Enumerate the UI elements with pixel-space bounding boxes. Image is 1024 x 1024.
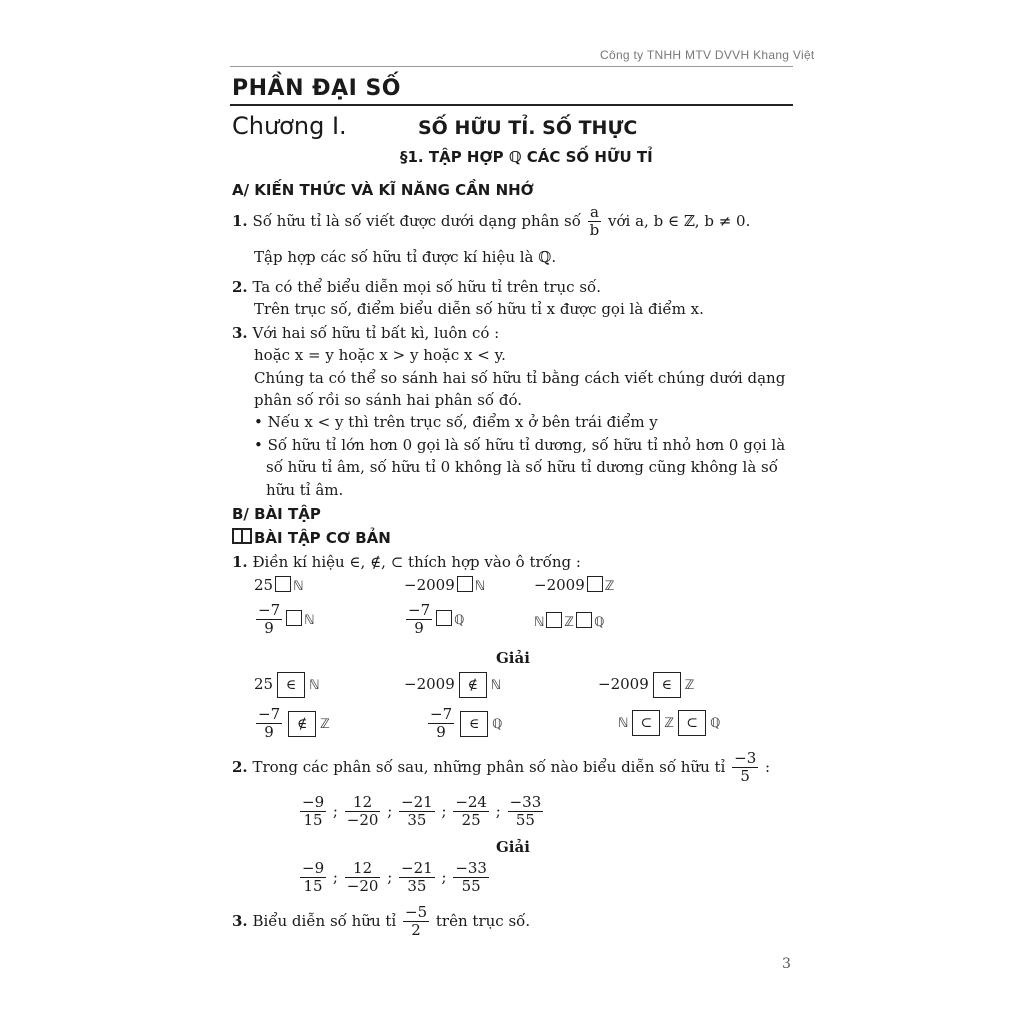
set-symbol: ℕ [293,579,304,594]
fraction-denominator: 55 [515,811,535,830]
set-symbol: ℕ [490,678,502,693]
fraction-numerator: −9 [302,793,325,811]
ex1-q-25-N [254,576,304,594]
fraction-denominator: 15 [303,811,323,830]
page-number: 3 [782,956,791,972]
number: −2009 [598,675,649,693]
bullet-icon: • [254,436,263,454]
set-symbol: ℤ [664,716,675,731]
number: 25 [254,675,274,693]
knowledge-item-1 [232,204,750,240]
set-symbol: ℕ [304,612,315,628]
bullet-2 [254,436,785,454]
publisher-header: Công ty TNHH MTV DVVH Khang Việt [600,48,815,62]
blank-box [286,610,302,626]
fraction [399,860,435,896]
fraction-denominator: 5 [740,767,750,786]
subheading-text: BÀI TẬP CƠ BẢN [254,529,391,547]
fraction [406,602,432,638]
answer-box: ∈ [277,672,305,698]
item-text: Ta có thể biểu diễn mọi số hữu tỉ trên trục số. [252,278,601,296]
fraction-denominator: 55 [461,877,481,896]
exercise-2-question [232,750,770,786]
item-number: 2. [232,278,248,296]
blank-box [457,576,473,592]
ex2-answer-list [298,860,491,896]
item-text: Số hữu tỉ là số viết được dưới dạng phân số [252,211,581,230]
item-text: Với hai số hữu tỉ bất kì, luôn có : [252,324,500,342]
separator: ; [387,867,393,886]
ex1-a-25-N [254,672,320,698]
knowledge-heading: A/ KIẾN THỨC VÀ KĨ NĂNG CẦN NHỚ [232,181,534,199]
number: −2009 [404,675,455,693]
chapter-title: SỐ HỮU TỈ. SỐ THỰC [418,117,638,139]
exercise-text: Biểu diễn số hữu tỉ [252,911,397,930]
fraction [732,750,758,786]
separator: ; [332,867,338,886]
fraction-numerator: 12 [345,860,381,878]
item-number: 1. [232,211,248,230]
ex1-q-N-Z-Q [534,612,604,630]
bullet-2-line-3: hữu tỉ âm. [266,481,344,499]
set-symbol: ℚ [710,716,721,731]
set-symbol: ℕ [309,678,320,693]
set-symbol: ℤ [564,615,575,630]
knowledge-item-2-line-2: Trên trục số, điểm biểu diễn số hữu tỉ x được gọi là điểm x. [254,300,704,318]
bullet-icon: • [254,413,263,431]
ex1-q-m2009-N [404,576,485,594]
answer-box: ⊂ [678,710,706,736]
separator: ; [441,867,447,886]
ex2-fraction-list [298,794,545,830]
fraction-denominator: b [589,221,600,240]
set-symbol: ℤ [604,579,615,594]
part-title-rule [230,104,793,106]
ex1-q-m2009-Z [534,576,614,594]
fraction-numerator: −7 [258,601,281,619]
fraction-numerator: −21 [401,793,433,811]
fraction-numerator: −24 [455,793,487,811]
header-rule [230,66,793,67]
blank-box [576,612,592,628]
separator: ; [441,801,447,820]
ex1-a-m2009-N [404,672,501,698]
fraction-numerator: −3 [734,749,757,767]
fraction-numerator: −9 [302,859,325,877]
fraction [256,602,282,638]
ex1-q-frac-N [254,602,315,638]
fraction-numerator: a [588,204,602,222]
fraction-denominator: 9 [414,619,424,638]
ex1-a-m2009-Z [598,672,694,698]
set-symbol: ℚ [594,615,605,630]
fraction-numerator: −7 [408,601,431,619]
number: −2009 [404,576,455,594]
fraction-denominator: 2 [411,921,421,940]
bullet-2-line-2: số hữu tỉ âm, số hữu tỉ 0 không là số hữu tỉ dương cũng không là số [266,458,778,476]
fraction-denominator: 35 [407,877,427,896]
knowledge-item-2 [232,278,601,296]
fraction [399,794,435,830]
bullet-text: Số hữu tỉ lớn hơn 0 gọi là số hữu tỉ dương, số hữu tỉ nhỏ hơn 0 gọi là [267,436,786,454]
exercise-number: 2. [232,757,248,776]
ex2-solution-label: Giải [496,838,530,856]
fraction-denominator: 9 [436,723,446,742]
answer-box: ∈ [653,672,681,698]
fraction [453,860,489,896]
bullet-1 [254,413,658,431]
fraction [345,860,381,896]
ex1-a-frac-Q [426,706,502,742]
fraction-denominator: 35 [407,811,427,830]
ex1-a-N-Z-Q [618,710,720,736]
fraction [588,204,602,240]
blank-box [275,576,291,592]
fraction [508,794,544,830]
exercise-1-question [232,553,581,571]
separator: ; [332,801,338,820]
knowledge-item-1-line-2: Tập hợp các số hữu tỉ được kí hiệu là ℚ. [254,248,557,266]
set-symbol: ℕ [618,716,629,731]
fraction-denominator: 9 [264,619,274,638]
set-symbol: ℕ [474,579,486,594]
exercise-number: 3. [232,911,248,930]
exercise-text-end: trên trục số. [435,911,531,930]
fraction [300,794,326,830]
exercise-3-question [232,904,530,940]
ex1-a-frac-Z [254,706,330,742]
set-symbol: ℚ [454,612,465,628]
set-symbol: ℤ [320,716,330,732]
fraction [300,860,326,896]
fraction-denominator: −20 [346,877,379,896]
exercise-number: 1. [232,553,248,571]
fraction-numerator: −21 [401,859,433,877]
fraction [256,706,282,742]
blank-box [587,576,603,592]
ex1-q-frac-Q [404,602,464,638]
fraction-denominator: 15 [303,877,323,896]
knowledge-item-3-line-4: phân số rồi so sánh hai phân số đó. [254,391,523,409]
set-symbol: ℚ [492,716,503,732]
set-symbol: ℕ [534,615,545,630]
book-icon [232,528,252,544]
answer-box: ∉ [288,711,316,737]
exercise-text: Trong các phân số sau, những phân số nào biểu diễn số hữu tỉ [252,757,726,776]
number: 25 [254,576,274,594]
fraction [403,904,429,940]
knowledge-item-3 [232,324,499,342]
answer-box: ∈ [460,711,488,737]
bullet-text: Nếu x < y thì trên trục số, điểm x ở bên trái điểm y [267,413,658,431]
fraction-numerator: −7 [258,705,281,723]
item-number: 3. [232,324,248,342]
knowledge-item-3-line-3: Chúng ta có thể so sánh hai số hữu tỉ bằng cách viết chúng dưới dạng [254,369,786,387]
chapter-label: Chương I. [232,112,347,140]
fraction-numerator: 12 [345,794,381,812]
number: −2009 [534,576,585,594]
fraction-numerator: −7 [430,705,453,723]
part-title: PHẦN ĐẠI SỐ [232,76,401,101]
fraction-denominator: 9 [264,723,274,742]
fraction-denominator: −20 [346,811,379,830]
fraction [345,794,381,830]
fraction-numerator: −33 [509,793,542,811]
set-symbol: ℤ [684,678,695,693]
fraction-numerator: −33 [455,859,487,877]
ex1-solution-label: Giải [496,649,530,667]
blank-box [546,612,562,628]
fraction [453,794,489,830]
answer-box: ∉ [459,672,487,698]
section-title: §1. TẬP HỢP ℚ CÁC SỐ HỮU TỈ [400,148,653,166]
blank-box [436,610,452,626]
separator: ; [387,801,393,820]
fraction [428,706,454,742]
exercise-text: Điền kí hiệu ∈, ∉, ⊂ thích hợp vào ô trống : [252,553,581,571]
colon: : [765,757,771,776]
knowledge-item-3-line-2: hoặc x = y hoặc x > y hoặc x < y. [254,346,506,364]
fraction-denominator: 25 [461,811,481,830]
answer-box: ⊂ [632,710,660,736]
separator: ; [495,801,501,820]
exercises-subheading [232,528,391,547]
fraction-numerator: −5 [405,903,428,921]
exercises-heading: B/ BÀI TẬP [232,505,321,523]
item-condition: với a, b ∈ ℤ, b ≠ 0. [608,211,751,230]
